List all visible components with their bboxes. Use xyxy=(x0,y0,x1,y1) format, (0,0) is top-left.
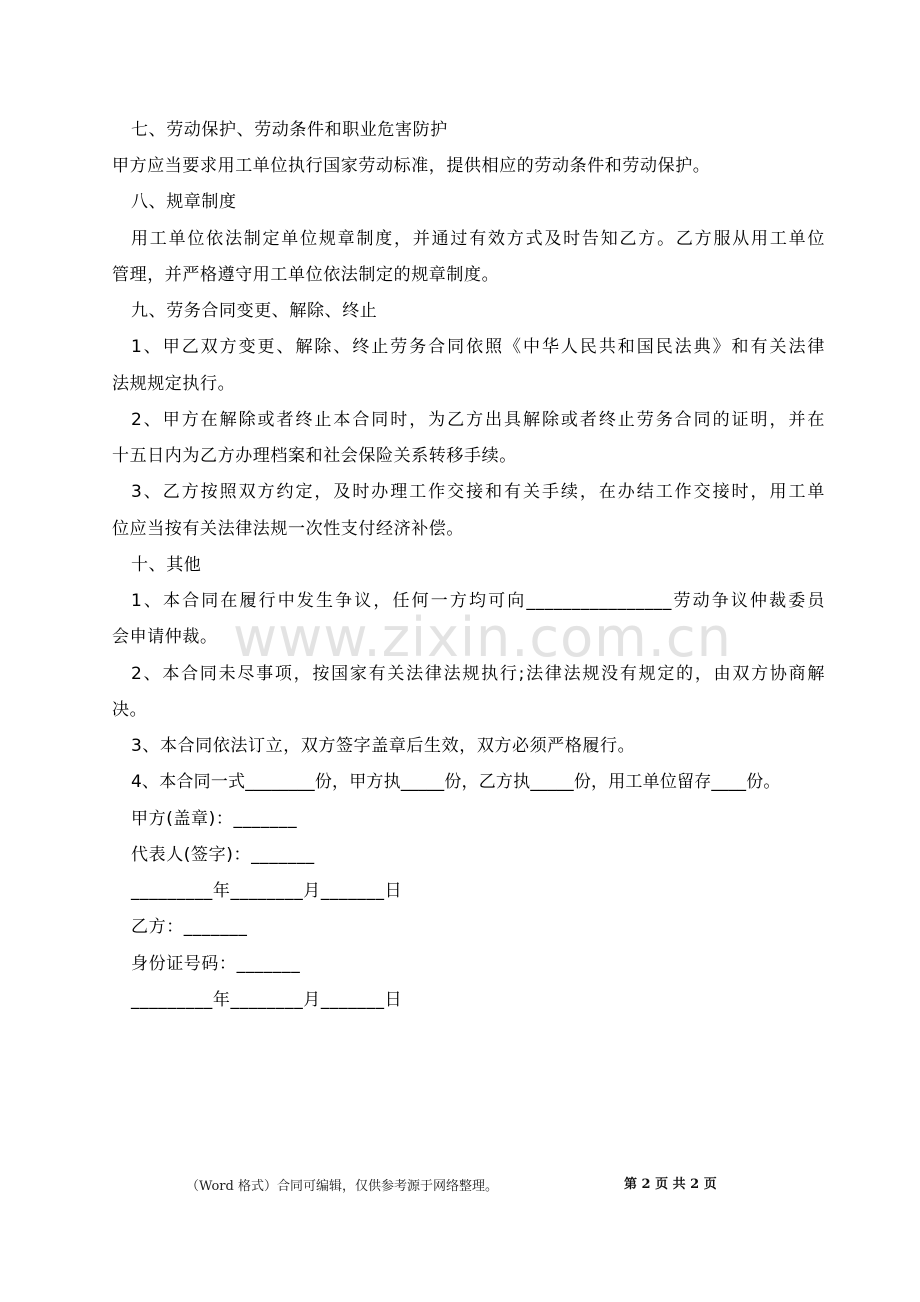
paragraph-line: 法规规定执行。 xyxy=(112,374,236,394)
paragraph-line: 3、乙方按照双方约定，及时办理工作交接和有关手续，在办结工作交接时，用工单 xyxy=(131,482,825,502)
party-b-line: 乙方：_______ xyxy=(131,917,248,937)
section-heading-8: 八、规章制度 xyxy=(131,192,237,212)
paragraph-line: 2、本合同未尽事项，按国家有关法律法规执行;法律法规没有规定的，由双方协商解 xyxy=(131,664,825,684)
paragraph-line: 1、本合同在履行中发生争议，任何一方均可向________________劳动争议仲裁委员 xyxy=(131,591,825,611)
watermark: www.zixin.com.cn xyxy=(233,606,732,669)
paragraph-line: 4、本合同一式________份，甲方执_____份，乙方执_____份，用工单位留存____份。 xyxy=(131,772,781,792)
section-heading-9: 九、劳务合同变更、解除、终止 xyxy=(131,301,378,321)
paragraph-line: 3、本合同依法订立，双方签字盖章后生效，双方必须严格履行。 xyxy=(131,736,636,756)
paragraph-line: 甲方应当要求用工单位执行国家劳动标准，提供相应的劳动条件和劳动保护。 xyxy=(112,156,711,176)
paragraph-line: 1、甲乙双方变更、解除、终止劳务合同依照《中华人民共和国民法典》和有关法律 xyxy=(131,337,825,357)
id-number-line: 身份证号码：_______ xyxy=(131,954,301,974)
paragraph-line: 位应当按有关法律法规一次性支付经济补偿。 xyxy=(112,519,464,539)
party-a-seal-line: 甲方(盖章)：_______ xyxy=(131,809,298,829)
page-number: 第 2 页 共 2 页 xyxy=(624,1177,717,1192)
paragraph-line: 会申请仲裁。 xyxy=(112,627,218,647)
paragraph-line: 决。 xyxy=(112,700,148,720)
paragraph-line: 十五日内为乙方办理档案和社会保险关系转移手续。 xyxy=(112,446,517,466)
date-line: _________年________月_______日 xyxy=(131,881,403,901)
section-heading-7: 七、劳动保护、劳动条件和职业危害防护 xyxy=(131,120,448,140)
paragraph-line: 2、甲方在解除或者终止本合同时，为乙方出具解除或者终止劳务合同的证明，并在 xyxy=(131,410,825,430)
paragraph-line: 管理，并严格遵守用工单位依法制定的规章制度。 xyxy=(112,265,500,285)
paragraph-line: 用工单位依法制定单位规章制度，并通过有效方式及时告知乙方。乙方服从用工单位 xyxy=(131,229,825,249)
date-line: _________年________月_______日 xyxy=(131,990,403,1010)
footer-note: （Word 格式）合同可编辑，仅供参考源于网络整理。 xyxy=(186,1179,498,1194)
representative-signature-line: 代表人(签字)：_______ xyxy=(131,845,315,865)
section-heading-10: 十、其他 xyxy=(131,555,202,575)
